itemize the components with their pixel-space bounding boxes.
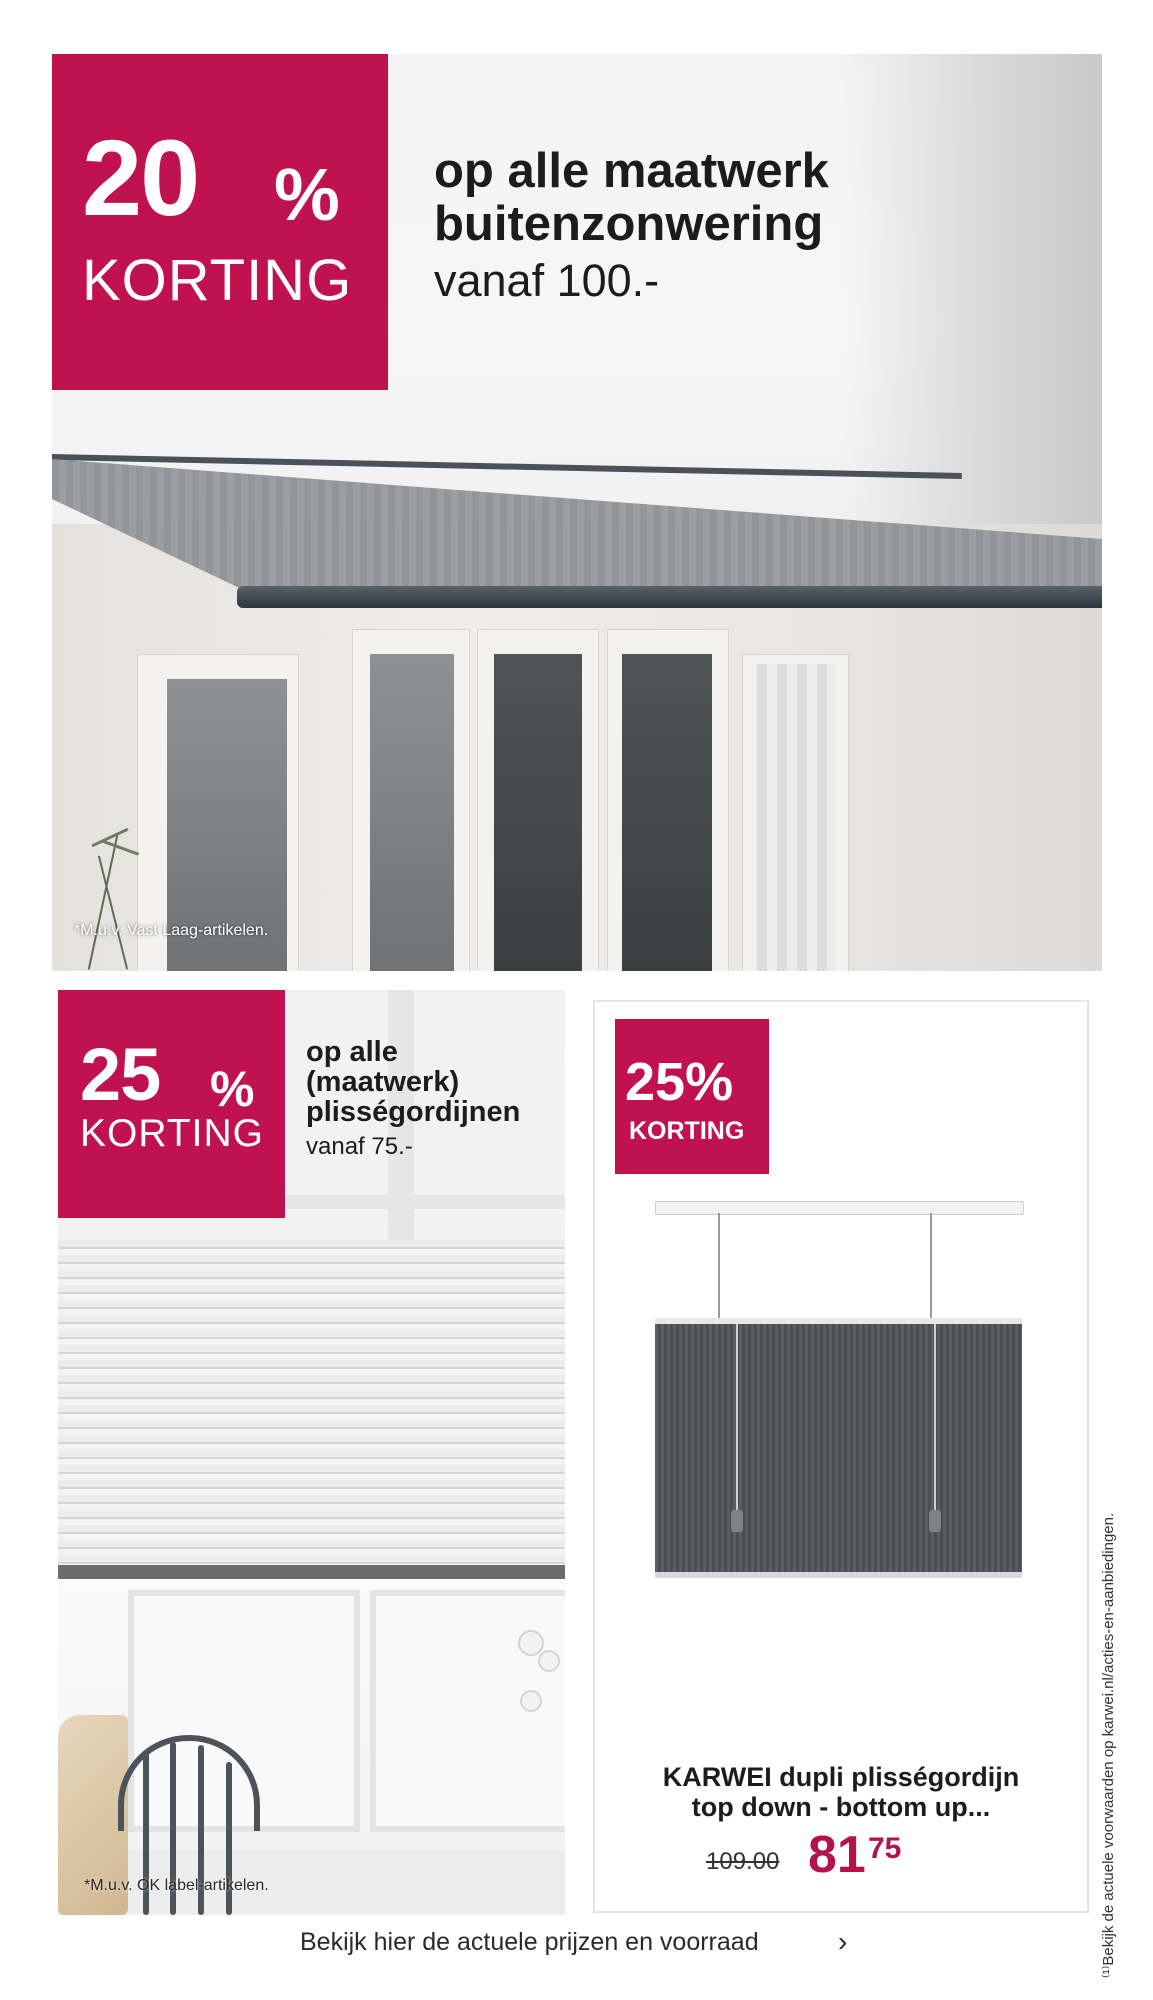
discount-label: KORTING (80, 1112, 264, 1155)
hero-headline: op alle maatwerk buitenzonwering (434, 144, 829, 251)
new-price: 81 (808, 1826, 866, 1884)
pleated-blind (58, 1240, 565, 1570)
hero-footnote: *M.u.v. Vast Laag-artikelen. (74, 922, 269, 939)
percent-sign: % (274, 153, 340, 236)
discount-label: KORTING (629, 1117, 745, 1145)
percent-sign: % (210, 1061, 255, 1117)
plisse-footnote: *M.u.v. OK label-artikelen. (84, 1877, 269, 1894)
hero-price-from: vanaf 100.- (434, 255, 660, 306)
old-price: 109.00 (706, 1848, 780, 1875)
plisse-price-from: vanaf 75.- (306, 1133, 413, 1160)
product-discount-badge (615, 1019, 769, 1174)
blind-headrail (655, 1201, 1024, 1215)
view-prices-link[interactable]: Bekijk hier de actuele prijzen en voorraad (300, 1928, 759, 1956)
chevron-right-icon[interactable]: › (838, 1926, 848, 1957)
discount-percent: 25 (80, 1033, 161, 1116)
plisse-headline: op alle (maatwerk) plisségordijnen (306, 1036, 521, 1128)
curtain (757, 664, 835, 971)
discount-percent: 20 (82, 117, 199, 238)
terms-note: ⁽¹⁾Bekijk de actuele voorwaarden op karwei.nl/acties-en-aanbiedingen. (1100, 1512, 1117, 1978)
discount-percent: 25% (625, 1052, 734, 1112)
awning-front-bar (237, 586, 1102, 608)
discount-badge-20 (52, 54, 388, 390)
discount-badge-25 (58, 990, 285, 1218)
product-title[interactable]: KARWEI dupli plisségordijn top down - bottom up... (662, 1762, 1020, 1822)
discount-label: KORTING (82, 248, 353, 313)
product-image-pleated-blind[interactable] (655, 1318, 1022, 1578)
new-price-cents: 75 (868, 1832, 902, 1865)
